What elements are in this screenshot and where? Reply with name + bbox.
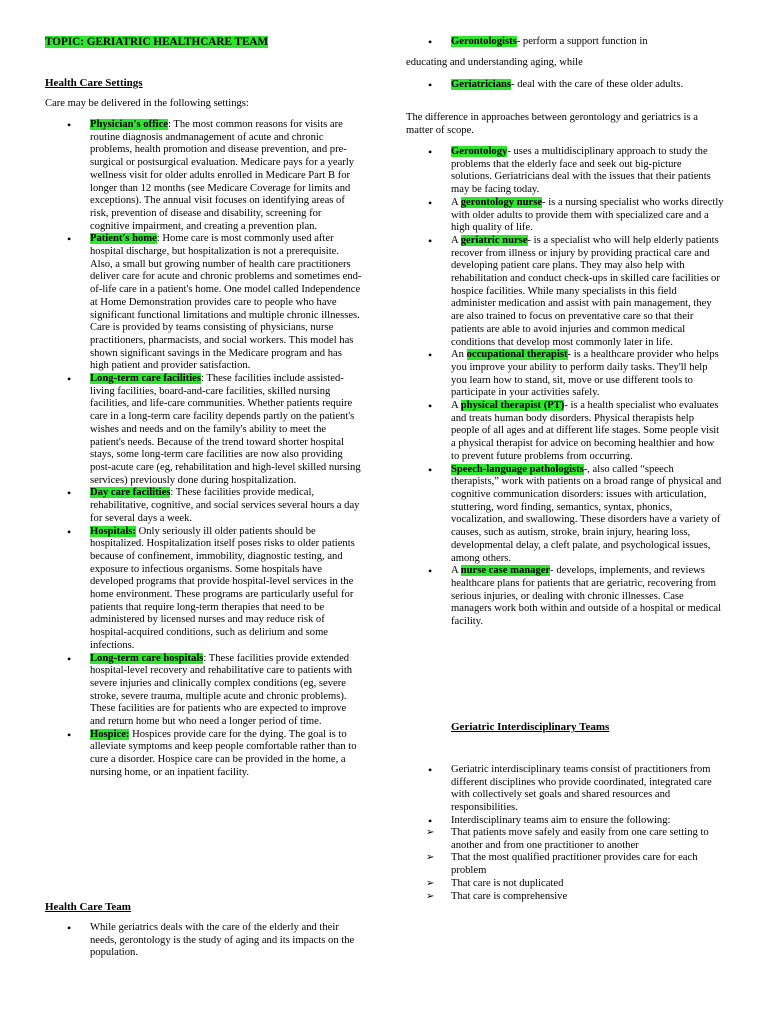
role-term: geriatric nurse [460, 234, 528, 246]
role-item [406, 349, 724, 400]
setting-term: Patient's home [90, 233, 157, 245]
idt-heading: Geriatric Interdisciplinary Teams [451, 721, 610, 733]
idt-aims-list [406, 827, 724, 903]
setting-term: Long-term care hospitals [90, 652, 204, 664]
list-item: • While geriatrics deals with the care of the elderly and their needs, gerontology is the study of aging and its impacts on the population. [45, 922, 363, 960]
idt-aim-item: ➢ That care is comprehensive [406, 891, 724, 904]
settings-list [45, 119, 363, 780]
team-heading: Health Care Team [45, 901, 131, 913]
setting-term: Hospitals: [90, 525, 136, 537]
role-text: - is a health specialist who evaluates and treats human body disorders. Physical therapists help people of all ages and at different life stages. Some people visit a physical therapist for advice on becoming healthier and how to prevent future problems from occurring. [451, 400, 720, 462]
setting-text: : Home care is most commonly used after hospital discharge, but hospitalization is not a prerequisite. Also, a small but growing number of health care practitioners deliver care for acute and chronic problems and sometimes end-of-life care in a patient's home. One model called Independence at Home Demonstration provides care to people who have significant functional limitations and multiple chronic illnesses. Care is provided by teams consisting of physicians, nurse practitioners, pharmacists, and social workers. This model has shown significant savings in the Medicare program and has high patient and provider satisfaction. [90, 233, 362, 372]
setting-item [45, 526, 363, 653]
setting-text: : These facilities provide medical, rehabilitative, cognitive, and social services several hours a day for several days a week. [90, 487, 360, 524]
role-text: - is a nursing specialist who works directly with older adults to provide them with specialized care and a high quality of life. [451, 196, 724, 234]
scope-paragraph: The difference in approaches between gerontology and geriatrics is a matter of scope. [406, 112, 698, 136]
setting-term: Physician's office [90, 119, 168, 130]
list-item: • Geriatricians- deal with the care of these older adults. [406, 79, 724, 92]
setting-term: Hospice: [90, 728, 130, 740]
role-item [406, 235, 724, 349]
idt-aim-item: ➢ That patients move safely and easily from one care setting to another and from one practitioner to another [406, 827, 724, 852]
role-item [406, 146, 724, 197]
role-term: Gerontology [451, 146, 508, 157]
idt-item: • Interdisciplinary teams aim to ensure the following: [406, 815, 724, 828]
setting-term: Day care facilities [90, 487, 171, 499]
role-item [406, 197, 724, 235]
setting-term: Long-term care facilities [90, 373, 201, 385]
setting-item [45, 487, 363, 525]
setting-text: Hospices provide care for the dying. The goal is to alleviate symptoms and keep people comfortable rather than to cure a disorder. Hospice care can be provided in the home, a nursing home, or an inpatient facility. [90, 728, 357, 778]
setting-item [45, 373, 363, 487]
role-prefix: A [451, 400, 461, 412]
idt-item: • Geriatric interdisciplinary teams consist of practitioners from different disciplines who provide coordinated, integrated care with collectively set goals and shared resources and responsibilities. [406, 764, 724, 815]
role-prefix: A [451, 565, 461, 577]
role-text: - is a healthcare provider who helps you improve your ability to perform daily tasks. They'll help you learn how to stand, sit, move or use different tools to participate in your activities safely. [451, 349, 719, 399]
setting-text: Only seriously ill older patients should be hospitalized. Hospitalization itself poses risks to older patients because of confinement, immobility, diagnostic testing, and exposure to infectious organisms. Some hospitals have developed programs that provide hospital-level services in the home environment. These programs are particularly useful for patients that require long-term therapies that need to be administered by licensed nurses and may reduce risk of hospital-acquired conditions, such as delirium and some infections. [90, 525, 355, 651]
list-item: • Gerontologists- perform a support function in [406, 36, 724, 49]
role-term: gerontology nurse [460, 196, 543, 208]
setting-text: : These facilities include assisted-living facilities, board-and-care facilities, skilled nursing facilities, and life-care communities. Whether patients require care in a long-term care facility depends partly on the patient's wishes and needs and on the family's ability to meet the patient's needs. Because of the trend toward shorter hospital stays, some long-term care facilities are now also providing post-acute care (eg, rehabilitation and high-level skilled nursing services) previously done during hospitalization. [90, 373, 361, 486]
settings-intro: Care may be delivered in the following settings: [45, 98, 249, 109]
settings-heading: Health Care Settings [45, 77, 143, 89]
idt-aim-item: ➢ That care is not duplicated [406, 878, 724, 891]
role-item [406, 400, 724, 464]
role-item [406, 464, 724, 566]
role-text: - uses a multidisciplinary approach to study the problems that the elderly face and seek out big-picture solutions. Geriatricians deal with the issues that their patients may be facing today. [451, 146, 711, 196]
setting-text: : The most common reasons for visits are routine diagnosis andmanagement of acute and chronic problems, health promotion and disease prevention, and pre-surgical or postsurgical evaluation. Medicare pays for a yearly wellness visit for older adults enrolled in Medicare Part B for longer than 12 months (see Medicare Coverage for limits and exceptions). The annual visit focuses on identifying areas of risk, prevention of disease and disability, screening for cognitive impairment, and creating a prevention plan. [90, 119, 355, 232]
role-text: -, also called “speech therapists,” work with patients on a broad range of physical and cognitive communication disorders: issues with articulation, stuttering, word finding, semantics, syntax, phonics, vocalization, and swallowing. These disorders have a variety of causes, such as autism, stroke, brain injury, hearing loss, developmental delay, a cleft palate, and psychological issues, among others. [451, 463, 722, 564]
setting-item [45, 729, 363, 780]
role-term: occupational therapist [466, 349, 568, 361]
role-text: - is a specialist who will help elderly patients recover from illness or injury by providing practical care and developing patient care plans. They may also help with rehabilitation and conduct check-ups in skilled care facilities or hospice facilities. While many specialists in this field administer medication and assist with pain management, they are also trained to focus on preventative care so that their patients are able to avoid injuries and common medical conditions that develop most commonly later in life. [451, 234, 720, 348]
roles-list [406, 146, 724, 629]
role-item [406, 565, 724, 629]
role-term: Speech-language pathologists [451, 463, 584, 475]
gerontologists-continuation: educating and understanding aging, while [406, 57, 583, 68]
role-term: nurse case manager [460, 565, 551, 577]
role-prefix: An [451, 349, 467, 361]
role-prefix: A [451, 196, 461, 208]
role-term: physical therapist (PT) [460, 400, 565, 412]
setting-item [45, 119, 363, 233]
role-text: - develops, implements, and reviews healthcare plans for patients that are geriatric, recovering from serious injuries, or dealing with chronic illnesses. Case managers work both within and outside of a hospital or medical facility. [451, 565, 722, 628]
team-intro-list [45, 922, 363, 960]
gerontologists-list [406, 36, 724, 49]
topic-title: TOPIC: GERIATRIC HEALTHCARE TEAM [45, 36, 269, 48]
setting-item [45, 233, 363, 373]
role-prefix: A [451, 234, 461, 246]
geriatricians-list [406, 79, 724, 92]
setting-text: : These facilities provide extended hospital-level recovery and rehabilitative care to patients with severe injuries and clinically complex conditions (eg, severe stroke, severe trauma, multiple acute and chronic problems). These facilities are for patients who are expected to improve and return home but who need a longer period of time. [90, 652, 353, 728]
idt-list [406, 764, 724, 828]
idt-aim-item: ➢ That the most qualified practitioner provides care for each problem [406, 852, 724, 877]
setting-item [45, 653, 363, 729]
